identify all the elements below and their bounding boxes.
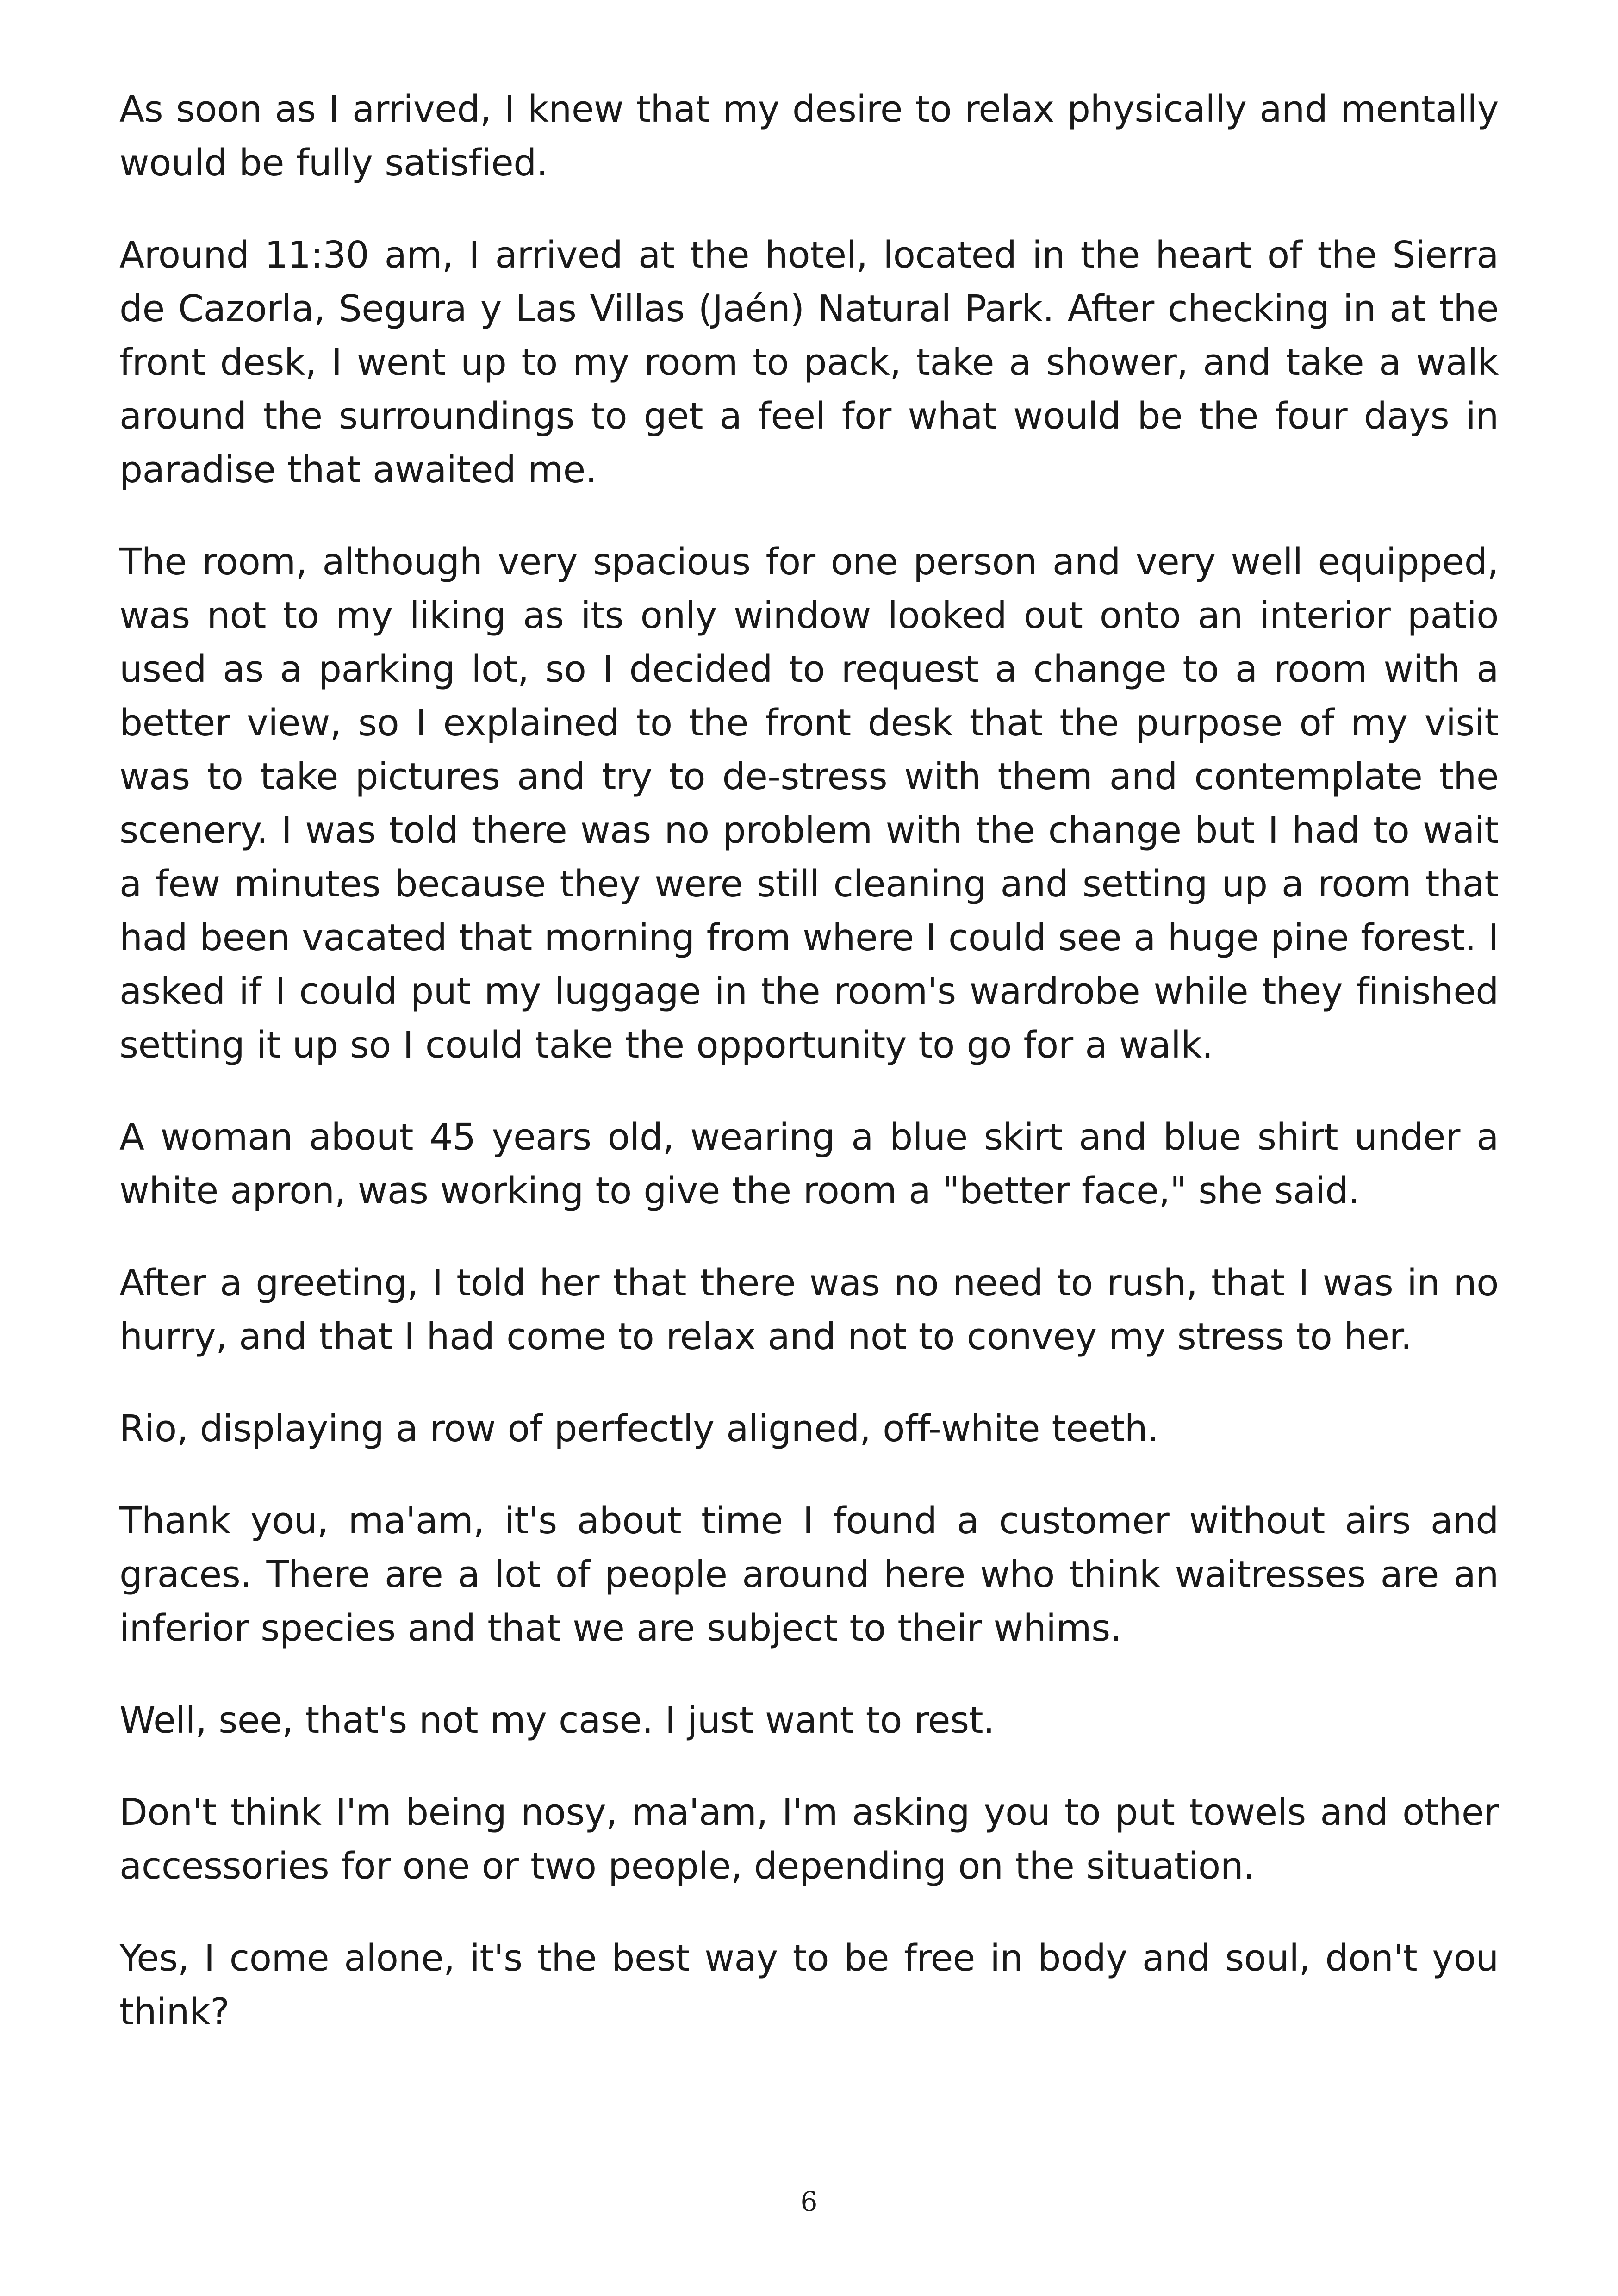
paragraph-woman-description: A woman about 45 years old, wearing a blue skirt and blue shirt under a white apron, was working to give the room a "better face," she said. [119,1116,1499,1212]
page-number: 6 [800,2186,818,2217]
paragraph-thank-you: Thank you, ma'am, it's about time I found a customer without airs and graces. There are a lot of people around here who think waitresses are an inferior species and that we are subject to their whims. [119,1500,1499,1649]
paragraph-not-my-case: Well, see, that's not my case. I just want to rest. [119,1699,995,1742]
paragraph-come-alone: Yes, I come alone, it's the best way to be free in body and soul, don't you think? [119,1937,1499,2033]
paragraph-smile: Rio, displaying a row of perfectly aligned, off-white teeth. [119,1407,1159,1450]
paragraph-arrival: As soon as I arrived, I knew that my desire to relax physically and mentally would be fully satisfied. [119,88,1499,184]
paragraph-greeting: After a greeting, I told her that there was no need to rush, that I was in no hurry, and that I had come to relax and not to convey my stress to her. [119,1262,1499,1358]
paragraph-room-change: The room, although very spacious for one person and very well equipped, was not to my liking as its only window looked out onto an interior patio used as a parking lot, so I decided to request a change to a room with a better view, so I explained to the front desk that the purpose of my visit was to take pictures and try to de-stress with them and contemplate the scenery. I was told there was no problem with the change but I had to wait a few minutes because they were still cleaning and setting up a room that had been vacated that morning from where I could see a huge pine forest. I asked if I could put my luggage in the room's wardrobe while they finished setting it up so I could take the opportunity to go for a walk. [119,541,1499,1066]
paragraph-hotel-check-in: Around 11:30 am, I arrived at the hotel, located in the heart of the Sierra de Cazorla, Segura y Las Villas (Jaén) Natural Park. After checking in at the front desk, I went up to my room to pack, take a shower, and take a walk around the surroundings to get a feel for what would be the four days in paradise that awaited me. [119,234,1499,491]
body-text [119,82,1499,2077]
paragraph-towels: Don't think I'm being nosy, ma'am, I'm asking you to put towels and other accessories for one or two people, depending on the situation. [119,1791,1499,1887]
